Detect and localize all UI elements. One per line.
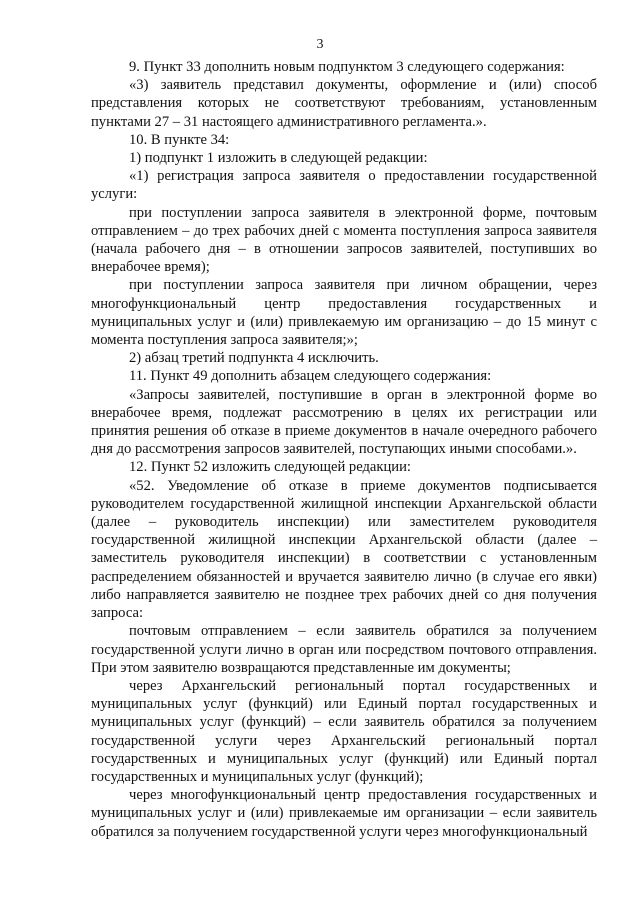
paragraph: 11. Пункт 49 дополнить абзацем следующего содержания: [129, 368, 492, 385]
paragraph: при поступлении запроса заявителя при личном обращении, через многофункциональный центр предоставления государственных и муниципальных услуг и (или) привлекаемую им организацию – до 15 минут с момента поступления запроса заявителя;»; [91, 277, 597, 349]
paragraph: через Архангельский региональный портал государственных и муниципальных услуг (функций) или Единый портал государственных и муниципальных услуг (функций) – если заявитель обратился за получением государственной услуги через Архангельский региональный портал государственных и муниципальных услуг (функций) или Единый портал государственных и муниципальных услуг (функций); [91, 677, 597, 785]
document-body [91, 58, 597, 841]
paragraph: 10. В пункте 34: [129, 131, 230, 148]
paragraph: «3) заявитель представил документы, оформление и (или) способ представления которых не соответствуют требованиям, установленным пунктами 27 – 31 настоящего административного регламента.». [91, 77, 597, 130]
paragraph: при поступлении запроса заявителя в электронной форме, почтовым отправлением – до трех рабочих дней с момента поступления запроса заявителя (начала рабочего дня – в отношении запросов заявителей, поступивших во внерабочее время); [91, 204, 597, 276]
page-number: 3 [316, 37, 324, 52]
paragraph: почтовым отправлением – если заявитель обратился за получением государственной услуги лично в орган или посредством почтового отправления. При этом заявителю возвращаются представленные им документы; [91, 623, 597, 676]
paragraph: 9. Пункт 33 дополнить новым подпунктом 3 следующего содержания: [129, 59, 565, 75]
paragraph: «Запросы заявителей, поступившие в орган в электронной форме во внерабочее время, подлежат рассмотрению в целях их регистрации или принятия решения об отказе в приеме документов в начале очередного рабочего дня до рассмотрения запросов заявителей, поступающих иными способами.». [91, 386, 597, 458]
paragraph: «1) регистрация запроса заявителя о предоставлении государственной услуги: [91, 168, 597, 203]
paragraph: «52. Уведомление об отказе в приеме документов подписывается руководителем государственной жилищной инспекции Архангельской области (далее – руководитель инспекции) или заместителем руководителя государственной жилищной инспекции Архангельской области (далее – заместитель руководителя инспекции) в соответствии с установленным распределением обязанностей и вручается заявителю лично (в случае его явки) либо направляется заявителю не позднее трех рабочих дней со дня получения запроса: [91, 477, 597, 622]
paragraph: 12. Пункт 52 изложить следующей редакции: [129, 459, 411, 476]
paragraph: через многофункциональный центр предоставления государственных и муниципальных услуг и (или) привлекаемые им организации – если заявитель обратился за получением государственной услуги через многофункциональный [91, 787, 597, 840]
paragraph: 2) абзац третий подпункта 4 исключить. [129, 350, 379, 367]
paragraph: 1) подпункт 1 изложить в следующей редакции: [129, 150, 428, 167]
